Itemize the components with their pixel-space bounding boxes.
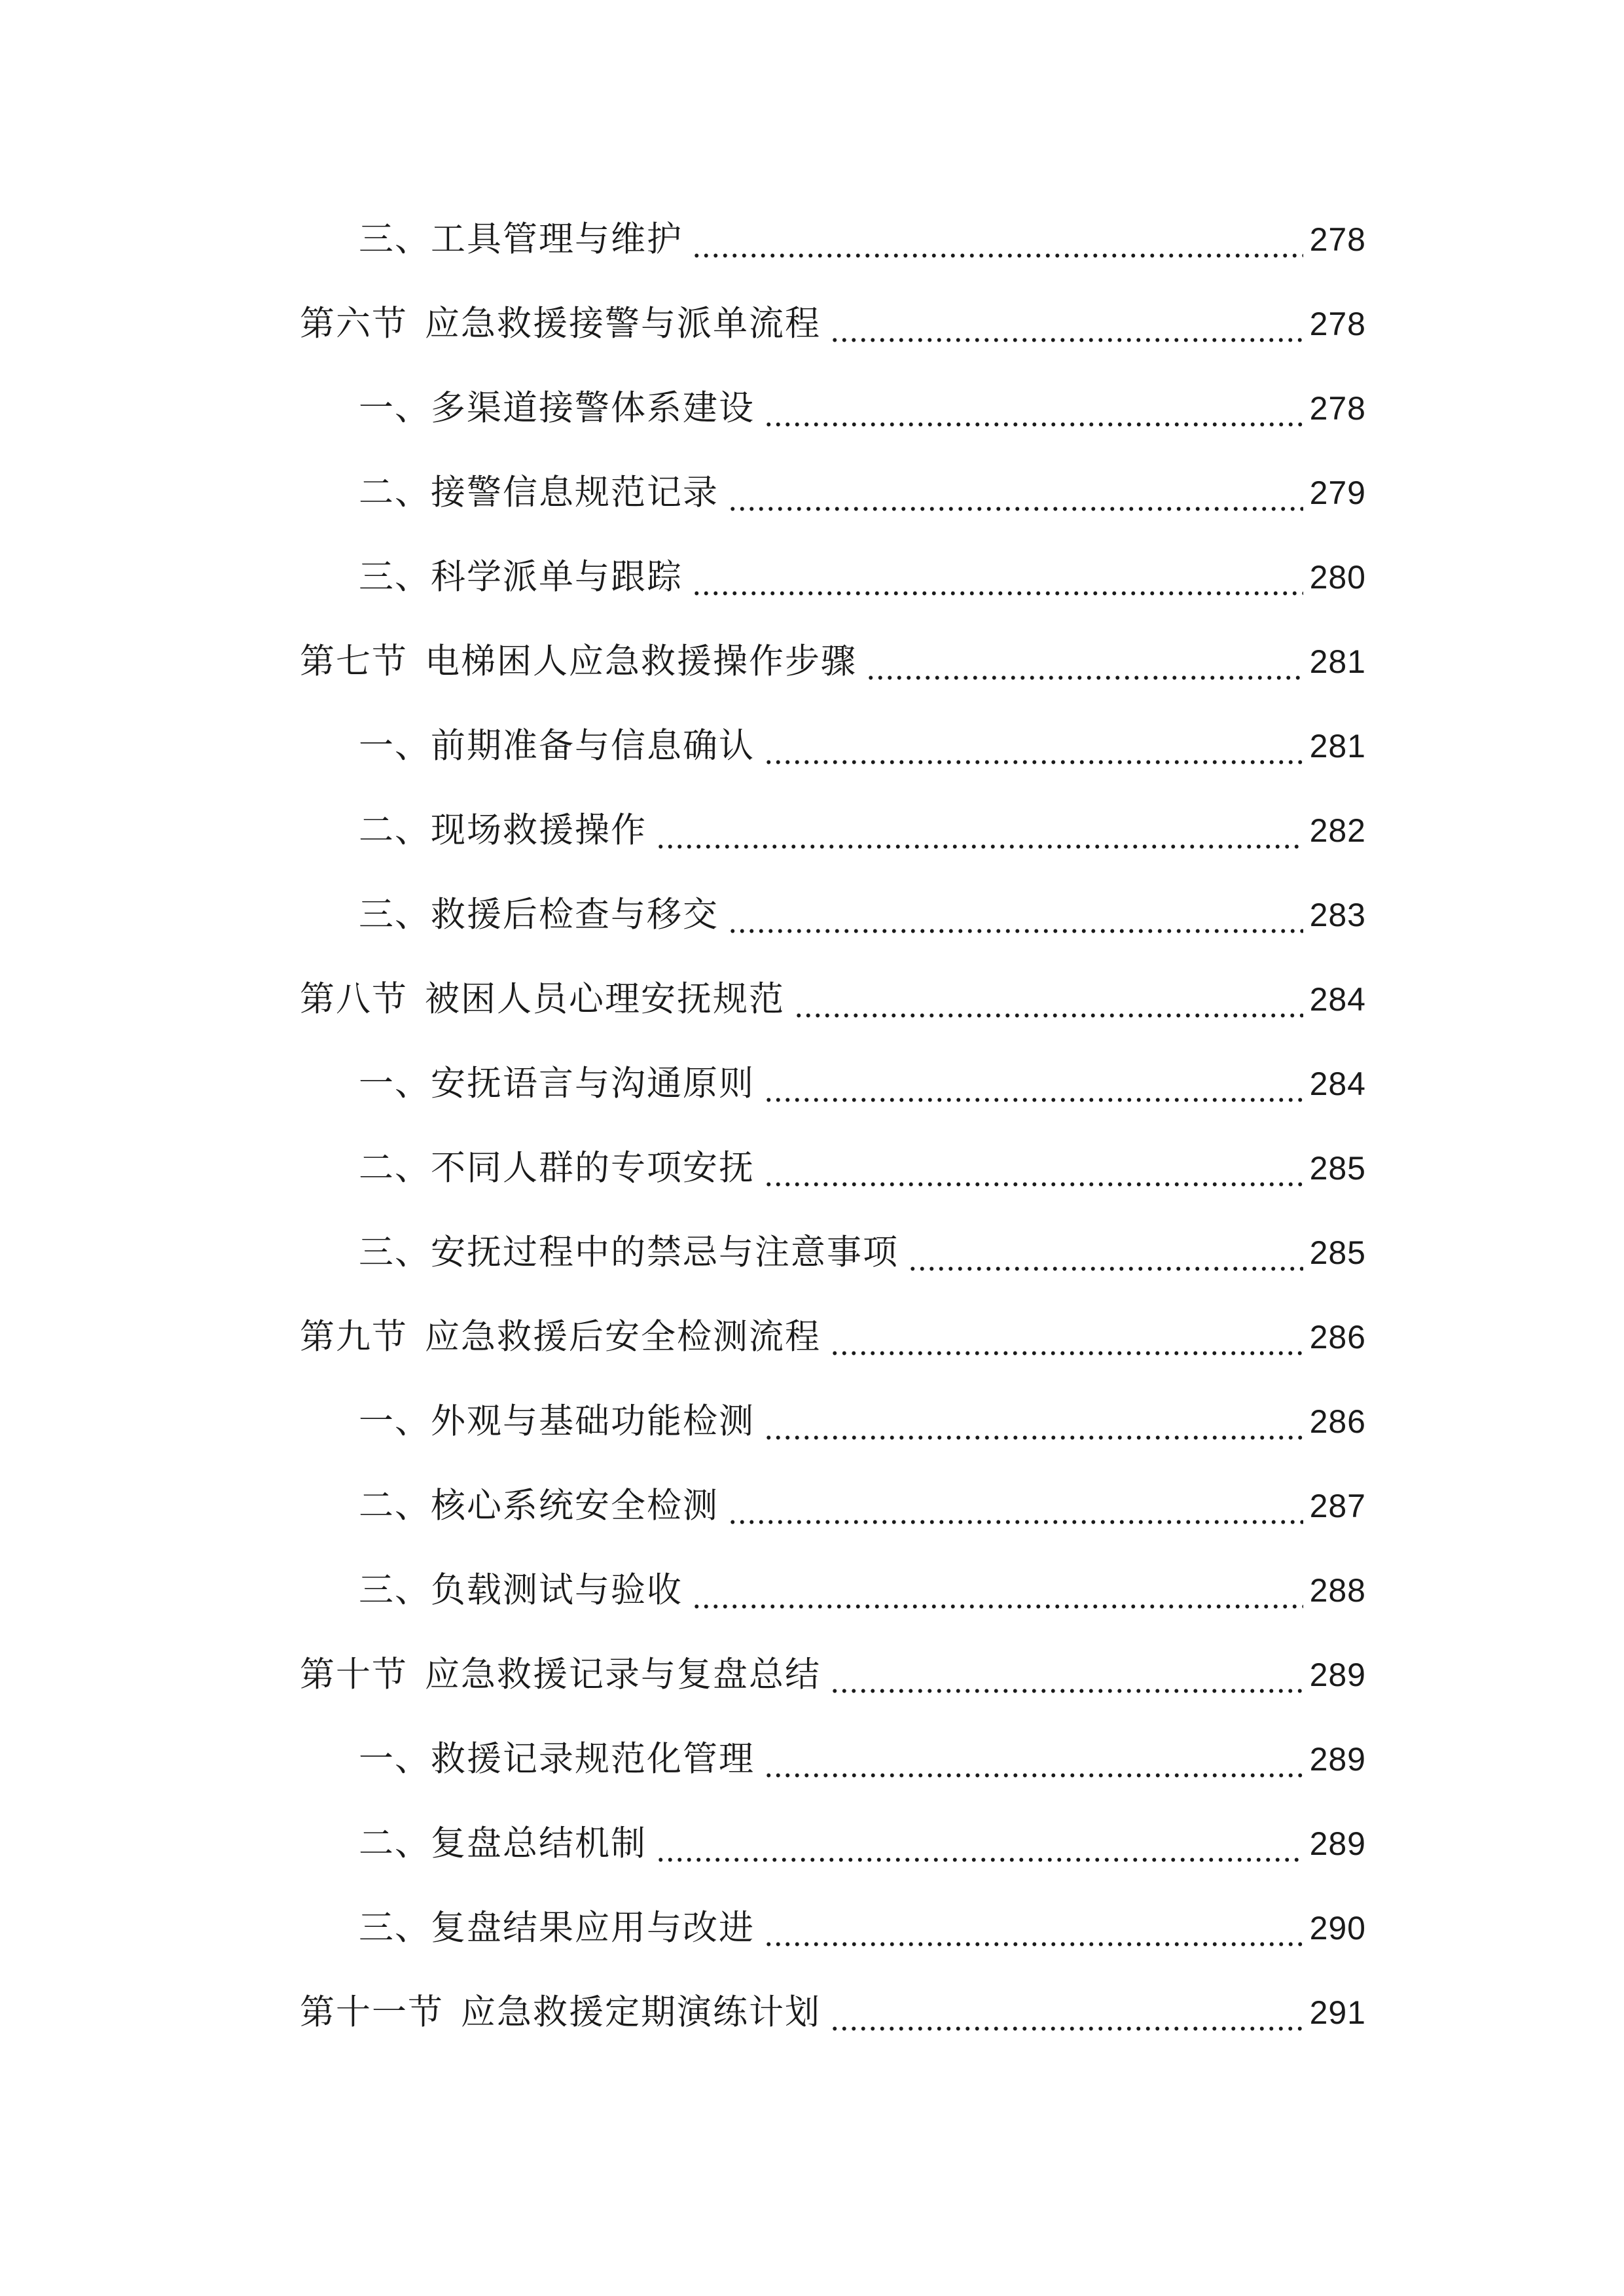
toc-entry[interactable] bbox=[359, 1902, 1366, 1954]
toc-section-number: 第九节 bbox=[300, 1317, 408, 1357]
toc-page-number: 288 bbox=[1309, 1572, 1366, 1609]
toc-section-number: 第六节 bbox=[300, 304, 408, 344]
dot-leader bbox=[830, 1986, 1303, 2039]
toc-entry[interactable] bbox=[359, 1733, 1366, 1785]
dot-leader bbox=[830, 1649, 1303, 1701]
toc-title bbox=[359, 804, 647, 857]
toc-title bbox=[359, 467, 719, 519]
toc-entry[interactable] bbox=[300, 1311, 1366, 1363]
toc-entry[interactable] bbox=[359, 1480, 1366, 1532]
toc-title-text: 二、接警信息规范记录 bbox=[359, 473, 719, 512]
toc-title-text: 三、复盘结果应用与改进 bbox=[359, 1908, 755, 1948]
dot-leader bbox=[830, 298, 1303, 350]
toc-title bbox=[359, 1902, 755, 1954]
toc-title bbox=[359, 1564, 683, 1617]
toc-title bbox=[359, 213, 683, 266]
toc-section-number: 第十节 bbox=[300, 1655, 408, 1695]
toc-page-number: 283 bbox=[1309, 897, 1366, 933]
toc-title bbox=[359, 1818, 647, 1870]
toc-page-number: 281 bbox=[1309, 643, 1366, 680]
toc-entry[interactable] bbox=[359, 1395, 1366, 1448]
toc-entry[interactable] bbox=[300, 298, 1366, 350]
dot-leader bbox=[830, 1311, 1303, 1363]
toc-entry[interactable] bbox=[359, 213, 1366, 266]
toc-page-number: 284 bbox=[1309, 1066, 1366, 1102]
toc-entry[interactable] bbox=[359, 467, 1366, 519]
toc-section-number: 第七节 bbox=[300, 641, 408, 681]
toc-title bbox=[300, 1649, 821, 1701]
toc-title-text: 应急救援后安全检测流程 bbox=[425, 1317, 821, 1357]
toc-title bbox=[359, 889, 719, 941]
toc-page-number: 287 bbox=[1309, 1488, 1366, 1524]
toc-page-number: 278 bbox=[1309, 306, 1366, 342]
dot-leader bbox=[656, 804, 1303, 857]
toc-title-text: 二、核心系统安全检测 bbox=[359, 1486, 719, 1526]
dot-leader bbox=[764, 720, 1303, 772]
toc-title bbox=[359, 382, 755, 435]
dot-leader bbox=[794, 973, 1303, 1026]
toc-title-text: 三、工具管理与维护 bbox=[359, 219, 683, 259]
toc-entry[interactable] bbox=[359, 804, 1366, 857]
toc-title-text: 二、复盘总结机制 bbox=[359, 1823, 647, 1863]
toc-page-number: 278 bbox=[1309, 390, 1366, 427]
toc-title-text: 一、多渠道接警体系建设 bbox=[359, 388, 755, 428]
dot-leader bbox=[764, 1058, 1303, 1110]
toc-title bbox=[359, 1142, 755, 1194]
toc-page-number: 282 bbox=[1309, 812, 1366, 849]
toc-entry[interactable] bbox=[300, 636, 1366, 688]
toc-title-text: 三、负载测试与验收 bbox=[359, 1570, 683, 1610]
toc-entry[interactable] bbox=[359, 889, 1366, 941]
toc-entry[interactable] bbox=[300, 1649, 1366, 1701]
toc-entry[interactable] bbox=[300, 1986, 1366, 2039]
toc-page-number: 278 bbox=[1309, 221, 1366, 258]
toc-page-number: 289 bbox=[1309, 1825, 1366, 1862]
toc-page-number: 285 bbox=[1309, 1150, 1366, 1187]
toc-title-text: 二、现场救援操作 bbox=[359, 810, 647, 850]
toc-page-number: 285 bbox=[1309, 1234, 1366, 1271]
toc-title bbox=[359, 1480, 719, 1532]
toc-title bbox=[359, 1395, 755, 1448]
toc-page-number: 290 bbox=[1309, 1910, 1366, 1946]
toc-entry[interactable] bbox=[359, 1058, 1366, 1110]
dot-leader bbox=[764, 382, 1303, 435]
toc-entry[interactable] bbox=[359, 1818, 1366, 1870]
toc-title-text: 一、安抚语言与沟通原则 bbox=[359, 1064, 755, 1103]
toc-title bbox=[300, 973, 785, 1026]
toc-entry[interactable] bbox=[359, 382, 1366, 435]
toc-title-text: 被困人员心理安抚规范 bbox=[425, 979, 785, 1019]
toc-title bbox=[300, 1986, 821, 2039]
toc-entry[interactable] bbox=[359, 1227, 1366, 1279]
toc-title-text: 三、安抚过程中的禁忌与注意事项 bbox=[359, 1232, 899, 1272]
toc-entry[interactable] bbox=[359, 1564, 1366, 1617]
toc-title-text: 二、不同人群的专项安抚 bbox=[359, 1148, 755, 1188]
toc-title-text: 一、救援记录规范化管理 bbox=[359, 1739, 755, 1779]
toc-page-number: 279 bbox=[1309, 475, 1366, 511]
dot-leader bbox=[692, 551, 1303, 603]
toc-page-number: 289 bbox=[1309, 1741, 1366, 1778]
dot-leader bbox=[764, 1733, 1303, 1785]
toc-page-number: 280 bbox=[1309, 559, 1366, 596]
toc-page-number: 291 bbox=[1309, 1994, 1366, 2031]
toc-title-text: 一、外观与基础功能检测 bbox=[359, 1401, 755, 1441]
toc-title bbox=[359, 720, 755, 772]
toc-title-text: 三、救援后检查与移交 bbox=[359, 895, 719, 935]
toc-page-number: 286 bbox=[1309, 1319, 1366, 1355]
toc-title bbox=[359, 1058, 755, 1110]
dot-leader bbox=[866, 636, 1303, 688]
toc-entry[interactable] bbox=[359, 551, 1366, 603]
dot-leader bbox=[764, 1902, 1303, 1954]
dot-leader bbox=[692, 213, 1303, 266]
toc-title bbox=[300, 298, 821, 350]
toc-page-number: 289 bbox=[1309, 1657, 1366, 1693]
toc-title-text: 一、前期准备与信息确认 bbox=[359, 726, 755, 766]
toc-title bbox=[300, 1311, 821, 1363]
toc-title bbox=[359, 551, 683, 603]
toc-title-text: 电梯困人应急救援操作步骤 bbox=[425, 641, 857, 681]
toc-title-text: 三、科学派单与跟踪 bbox=[359, 557, 683, 597]
toc-section-number: 第八节 bbox=[300, 979, 408, 1019]
dot-leader bbox=[692, 1564, 1303, 1617]
toc-title bbox=[359, 1733, 755, 1785]
toc-title bbox=[359, 1227, 899, 1279]
toc-title-text: 应急救援接警与派单流程 bbox=[425, 304, 821, 344]
dot-leader bbox=[764, 1395, 1303, 1448]
toc-title-text: 应急救援记录与复盘总结 bbox=[425, 1655, 821, 1695]
toc-entry[interactable] bbox=[359, 1142, 1366, 1194]
dot-leader bbox=[764, 1142, 1303, 1194]
toc-section-number: 第十一节 bbox=[300, 1992, 444, 2032]
dot-leader bbox=[656, 1818, 1303, 1870]
toc-entry[interactable] bbox=[300, 973, 1366, 1026]
toc-page-number: 284 bbox=[1309, 981, 1366, 1018]
toc-title bbox=[300, 636, 857, 688]
toc-page-number: 286 bbox=[1309, 1403, 1366, 1440]
toc-page-number: 281 bbox=[1309, 728, 1366, 764]
toc-title-text: 应急救援定期演练计划 bbox=[461, 1992, 821, 2032]
dot-leader bbox=[728, 889, 1303, 941]
dot-leader bbox=[728, 467, 1303, 519]
dot-leader bbox=[728, 1480, 1303, 1532]
dot-leader bbox=[908, 1227, 1303, 1279]
toc-entry[interactable] bbox=[359, 720, 1366, 772]
